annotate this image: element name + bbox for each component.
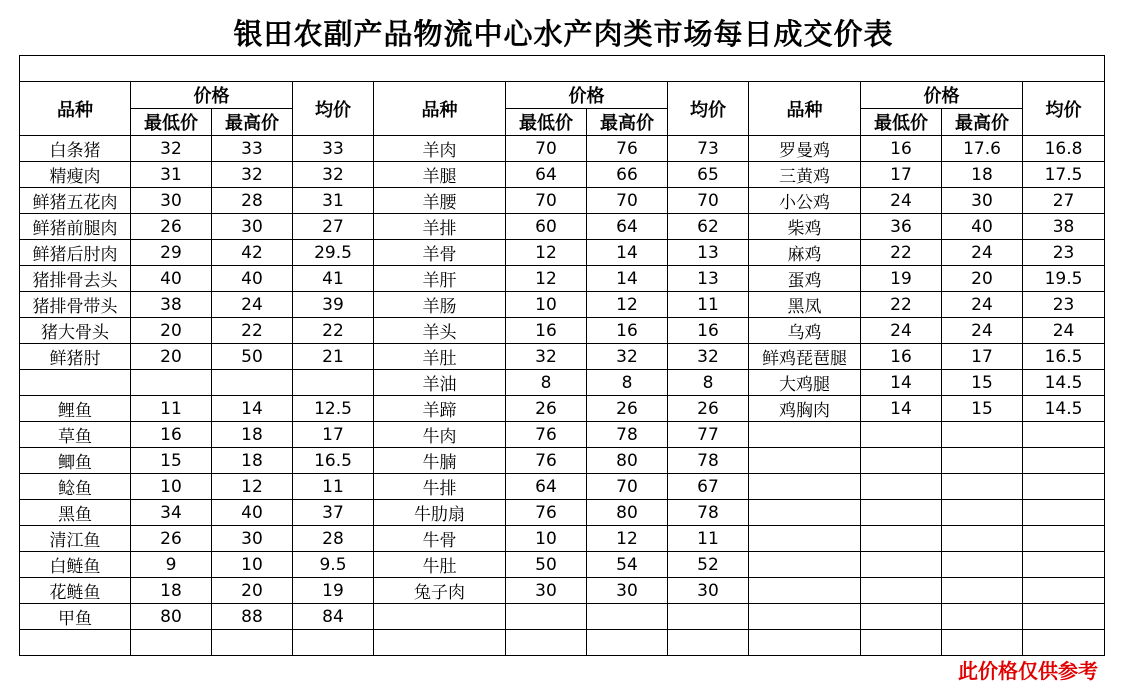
max-price-cell	[212, 370, 293, 396]
min-price-cell	[131, 630, 212, 656]
max-price-cell: 30	[942, 188, 1023, 214]
max-price-cell: 24	[212, 292, 293, 318]
max-price-cell: 18	[212, 422, 293, 448]
avg-price-cell: 11	[668, 292, 749, 318]
avg-price-cell	[1023, 526, 1105, 552]
variety-cell: 鲤鱼	[20, 396, 131, 422]
min-price-cell: 32	[506, 344, 587, 370]
min-price-cell	[861, 526, 942, 552]
avg-price-cell	[1023, 552, 1105, 578]
variety-cell: 鲜猪后肘肉	[20, 240, 131, 266]
max-price-cell: 88	[212, 604, 293, 630]
max-price-cell: 64	[587, 214, 668, 240]
variety-cell: 麻鸡	[749, 240, 861, 266]
header-min: 最低价	[861, 109, 942, 136]
avg-price-cell: 24	[1023, 318, 1105, 344]
variety-cell	[374, 604, 506, 630]
header-avg: 均价	[668, 82, 749, 136]
variety-cell: 猪排骨去头	[20, 266, 131, 292]
max-price-cell: 40	[942, 214, 1023, 240]
variety-cell: 小公鸡	[749, 188, 861, 214]
variety-cell	[749, 604, 861, 630]
variety-cell: 大鸡腿	[749, 370, 861, 396]
min-price-cell: 16	[861, 344, 942, 370]
variety-cell: 鸡胸肉	[749, 396, 861, 422]
avg-price-cell	[1023, 630, 1105, 656]
min-price-cell	[861, 422, 942, 448]
avg-price-cell: 39	[293, 292, 374, 318]
table-row	[20, 474, 1105, 500]
max-price-cell	[942, 630, 1023, 656]
min-price-cell: 30	[506, 578, 587, 604]
header-row-1	[20, 82, 1105, 109]
min-price-cell	[861, 474, 942, 500]
avg-price-cell	[1023, 604, 1105, 630]
header-max: 最高价	[942, 109, 1023, 136]
max-price-cell: 17	[942, 344, 1023, 370]
header-row-2	[20, 109, 1105, 136]
min-price-cell: 10	[506, 292, 587, 318]
max-price-cell	[942, 448, 1023, 474]
header-variety: 品种	[749, 82, 861, 136]
variety-cell	[749, 578, 861, 604]
avg-price-cell: 14.5	[1023, 396, 1105, 422]
min-price-cell: 30	[131, 188, 212, 214]
table-row	[20, 292, 1105, 318]
max-price-cell	[942, 422, 1023, 448]
avg-price-cell: 13	[668, 240, 749, 266]
min-price-cell: 16	[506, 318, 587, 344]
page-title: 银田农副产品物流中心水产肉类市场每日成交价表	[233, 17, 894, 51]
avg-price-cell: 9.5	[293, 552, 374, 578]
max-price-cell: 22	[212, 318, 293, 344]
variety-cell: 鲜鸡琵琶腿	[749, 344, 861, 370]
max-price-cell: 30	[212, 526, 293, 552]
avg-price-cell: 11	[668, 526, 749, 552]
min-price-cell	[861, 552, 942, 578]
variety-cell: 羊腿	[374, 162, 506, 188]
table-row	[20, 630, 1105, 656]
max-price-cell: 12	[587, 526, 668, 552]
max-price-cell	[587, 604, 668, 630]
avg-price-cell	[293, 370, 374, 396]
min-price-cell: 18	[131, 578, 212, 604]
table-row	[20, 370, 1105, 396]
min-price-cell	[861, 448, 942, 474]
min-price-cell	[861, 630, 942, 656]
min-price-cell: 32	[131, 136, 212, 162]
avg-price-cell: 67	[668, 474, 749, 500]
max-price-cell	[587, 630, 668, 656]
avg-price-cell: 32	[668, 344, 749, 370]
min-price-cell: 24	[861, 318, 942, 344]
avg-price-cell: 23	[1023, 240, 1105, 266]
variety-cell: 羊油	[374, 370, 506, 396]
avg-price-cell: 84	[293, 604, 374, 630]
variety-cell: 羊肝	[374, 266, 506, 292]
max-price-cell: 24	[942, 292, 1023, 318]
min-price-cell: 50	[506, 552, 587, 578]
min-price-cell	[861, 604, 942, 630]
max-price-cell: 50	[212, 344, 293, 370]
max-price-cell: 80	[587, 448, 668, 474]
max-price-cell: 17.6	[942, 136, 1023, 162]
avg-price-cell	[1023, 448, 1105, 474]
variety-cell: 白鲢鱼	[20, 552, 131, 578]
max-price-cell: 54	[587, 552, 668, 578]
avg-price-cell: 73	[668, 136, 749, 162]
price-table	[19, 55, 1105, 656]
avg-price-cell: 22	[293, 318, 374, 344]
avg-price-cell	[1023, 578, 1105, 604]
max-price-cell	[212, 630, 293, 656]
max-price-cell: 24	[942, 318, 1023, 344]
min-price-cell	[861, 500, 942, 526]
min-price-cell: 19	[861, 266, 942, 292]
min-price-cell: 14	[861, 370, 942, 396]
min-price-cell: 76	[506, 448, 587, 474]
header-avg: 均价	[293, 82, 374, 136]
avg-price-cell: 16	[668, 318, 749, 344]
header-min: 最低价	[506, 109, 587, 136]
variety-cell: 羊肠	[374, 292, 506, 318]
avg-price-cell: 16.5	[1023, 344, 1105, 370]
table-row	[20, 448, 1105, 474]
max-price-cell: 16	[587, 318, 668, 344]
variety-cell: 清江鱼	[20, 526, 131, 552]
max-price-cell: 32	[212, 162, 293, 188]
min-price-cell: 29	[131, 240, 212, 266]
table-row	[20, 604, 1105, 630]
header-variety: 品种	[20, 82, 131, 136]
avg-price-cell: 38	[1023, 214, 1105, 240]
variety-cell: 花鲢鱼	[20, 578, 131, 604]
min-price-cell: 76	[506, 422, 587, 448]
avg-price-cell	[293, 630, 374, 656]
variety-cell: 白条猪	[20, 136, 131, 162]
min-price-cell: 34	[131, 500, 212, 526]
max-price-cell: 12	[212, 474, 293, 500]
avg-price-cell: 78	[668, 500, 749, 526]
avg-price-cell: 31	[293, 188, 374, 214]
table-row	[20, 500, 1105, 526]
max-price-cell: 70	[587, 474, 668, 500]
header-min: 最低价	[131, 109, 212, 136]
avg-price-cell: 30	[668, 578, 749, 604]
variety-cell: 牛骨	[374, 526, 506, 552]
variety-cell	[749, 500, 861, 526]
max-price-cell: 8	[587, 370, 668, 396]
min-price-cell: 40	[131, 266, 212, 292]
avg-price-cell: 16.8	[1023, 136, 1105, 162]
min-price-cell	[861, 578, 942, 604]
max-price-cell: 26	[587, 396, 668, 422]
min-price-cell: 26	[506, 396, 587, 422]
min-price-cell: 20	[131, 344, 212, 370]
min-price-cell: 22	[861, 292, 942, 318]
max-price-cell	[942, 578, 1023, 604]
avg-price-cell: 65	[668, 162, 749, 188]
max-price-cell: 28	[212, 188, 293, 214]
variety-cell: 羊肚	[374, 344, 506, 370]
avg-price-cell: 21	[293, 344, 374, 370]
max-price-cell: 24	[942, 240, 1023, 266]
min-price-cell: 36	[861, 214, 942, 240]
avg-price-cell: 23	[1023, 292, 1105, 318]
variety-cell: 鲜猪肘	[20, 344, 131, 370]
max-price-cell: 15	[942, 370, 1023, 396]
table-row	[20, 318, 1105, 344]
variety-cell: 罗曼鸡	[749, 136, 861, 162]
variety-cell: 甲鱼	[20, 604, 131, 630]
table-row	[20, 266, 1105, 292]
avg-price-cell: 16.5	[293, 448, 374, 474]
variety-cell: 鲫鱼	[20, 448, 131, 474]
variety-cell: 羊腰	[374, 188, 506, 214]
max-price-cell	[942, 604, 1023, 630]
table-row	[20, 162, 1105, 188]
avg-price-cell: 29.5	[293, 240, 374, 266]
max-price-cell: 66	[587, 162, 668, 188]
min-price-cell	[131, 370, 212, 396]
variety-cell	[374, 630, 506, 656]
max-price-cell: 78	[587, 422, 668, 448]
min-price-cell: 12	[506, 240, 587, 266]
avg-price-cell: 14.5	[1023, 370, 1105, 396]
max-price-cell: 42	[212, 240, 293, 266]
max-price-cell: 80	[587, 500, 668, 526]
max-price-cell: 76	[587, 136, 668, 162]
min-price-cell: 15	[131, 448, 212, 474]
avg-price-cell: 70	[668, 188, 749, 214]
min-price-cell: 9	[131, 552, 212, 578]
variety-cell: 草鱼	[20, 422, 131, 448]
table-row	[20, 344, 1105, 370]
variety-cell: 黑凤	[749, 292, 861, 318]
avg-price-cell: 78	[668, 448, 749, 474]
table-row	[20, 240, 1105, 266]
avg-price-cell: 12.5	[293, 396, 374, 422]
variety-cell	[749, 630, 861, 656]
min-price-cell	[506, 630, 587, 656]
variety-cell: 三黄鸡	[749, 162, 861, 188]
variety-cell: 牛肉	[374, 422, 506, 448]
table-row	[20, 396, 1105, 422]
min-price-cell: 14	[861, 396, 942, 422]
avg-price-cell: 19.5	[1023, 266, 1105, 292]
avg-price-cell: 19	[293, 578, 374, 604]
avg-price-cell: 41	[293, 266, 374, 292]
variety-cell: 羊骨	[374, 240, 506, 266]
min-price-cell: 64	[506, 162, 587, 188]
min-price-cell: 12	[506, 266, 587, 292]
variety-cell: 蛋鸡	[749, 266, 861, 292]
variety-cell: 猪大骨头	[20, 318, 131, 344]
variety-cell: 羊头	[374, 318, 506, 344]
table-row	[20, 422, 1105, 448]
variety-cell	[749, 448, 861, 474]
max-price-cell	[942, 474, 1023, 500]
table-row	[20, 136, 1105, 162]
min-price-cell: 38	[131, 292, 212, 318]
min-price-cell: 64	[506, 474, 587, 500]
header-max: 最高价	[587, 109, 668, 136]
info-row	[20, 56, 1105, 82]
max-price-cell: 40	[212, 500, 293, 526]
max-price-cell: 10	[212, 552, 293, 578]
avg-price-cell: 33	[293, 136, 374, 162]
avg-price-cell: 13	[668, 266, 749, 292]
max-price-cell: 12	[587, 292, 668, 318]
variety-cell: 羊排	[374, 214, 506, 240]
max-price-cell: 18	[212, 448, 293, 474]
min-price-cell: 26	[131, 214, 212, 240]
avg-price-cell	[1023, 474, 1105, 500]
max-price-cell: 30	[587, 578, 668, 604]
avg-price-cell: 17	[293, 422, 374, 448]
header-price: 价格	[131, 82, 293, 109]
avg-price-cell: 62	[668, 214, 749, 240]
avg-price-cell: 77	[668, 422, 749, 448]
min-price-cell: 20	[131, 318, 212, 344]
variety-cell: 牛排	[374, 474, 506, 500]
max-price-cell: 14	[587, 266, 668, 292]
avg-price-cell	[1023, 422, 1105, 448]
max-price-cell	[942, 500, 1023, 526]
avg-price-cell: 27	[293, 214, 374, 240]
min-price-cell: 8	[506, 370, 587, 396]
variety-cell: 乌鸡	[749, 318, 861, 344]
min-price-cell: 31	[131, 162, 212, 188]
variety-cell	[20, 630, 131, 656]
min-price-cell: 80	[131, 604, 212, 630]
variety-cell: 羊蹄	[374, 396, 506, 422]
max-price-cell: 20	[212, 578, 293, 604]
variety-cell	[749, 552, 861, 578]
variety-cell: 黑鱼	[20, 500, 131, 526]
avg-price-cell	[668, 630, 749, 656]
avg-price-cell	[1023, 500, 1105, 526]
min-price-cell: 26	[131, 526, 212, 552]
header-price: 价格	[861, 82, 1023, 109]
min-price-cell: 17	[861, 162, 942, 188]
max-price-cell: 40	[212, 266, 293, 292]
table-row	[20, 214, 1105, 240]
variety-cell: 兔子肉	[374, 578, 506, 604]
max-price-cell: 20	[942, 266, 1023, 292]
max-price-cell: 15	[942, 396, 1023, 422]
avg-price-cell: 52	[668, 552, 749, 578]
table-row	[20, 188, 1105, 214]
min-price-cell: 11	[131, 396, 212, 422]
variety-cell: 鲜猪五花肉	[20, 188, 131, 214]
max-price-cell: 14	[212, 396, 293, 422]
min-price-cell: 70	[506, 188, 587, 214]
variety-cell: 精瘦肉	[20, 162, 131, 188]
avg-price-cell: 27	[1023, 188, 1105, 214]
avg-price-cell: 17.5	[1023, 162, 1105, 188]
header-max: 最高价	[212, 109, 293, 136]
variety-cell: 猪排骨带头	[20, 292, 131, 318]
avg-price-cell: 28	[293, 526, 374, 552]
min-price-cell: 10	[506, 526, 587, 552]
variety-cell: 牛肚	[374, 552, 506, 578]
max-price-cell: 70	[587, 188, 668, 214]
avg-price-cell: 8	[668, 370, 749, 396]
variety-cell	[749, 526, 861, 552]
min-price-cell	[506, 604, 587, 630]
min-price-cell: 16	[131, 422, 212, 448]
variety-cell	[20, 370, 131, 396]
min-price-cell: 22	[861, 240, 942, 266]
max-price-cell: 30	[212, 214, 293, 240]
avg-price-cell	[668, 604, 749, 630]
disclaimer-note: 此价格仅供参考	[958, 659, 1098, 683]
header-avg: 均价	[1023, 82, 1105, 136]
variety-cell	[749, 474, 861, 500]
table-row	[20, 526, 1105, 552]
max-price-cell: 14	[587, 240, 668, 266]
min-price-cell: 10	[131, 474, 212, 500]
table-row	[20, 578, 1105, 604]
min-price-cell: 70	[506, 136, 587, 162]
variety-cell: 鲜猪前腿肉	[20, 214, 131, 240]
max-price-cell: 18	[942, 162, 1023, 188]
min-price-cell: 16	[861, 136, 942, 162]
min-price-cell: 76	[506, 500, 587, 526]
variety-cell: 羊肉	[374, 136, 506, 162]
max-price-cell	[942, 526, 1023, 552]
max-price-cell: 33	[212, 136, 293, 162]
header-price: 价格	[506, 82, 668, 109]
variety-cell: 柴鸡	[749, 214, 861, 240]
variety-cell: 牛腩	[374, 448, 506, 474]
avg-price-cell: 32	[293, 162, 374, 188]
min-price-cell: 24	[861, 188, 942, 214]
table-row	[20, 552, 1105, 578]
variety-cell: 牛肋扇	[374, 500, 506, 526]
variety-cell	[749, 422, 861, 448]
max-price-cell: 32	[587, 344, 668, 370]
header-variety: 品种	[374, 82, 506, 136]
avg-price-cell: 26	[668, 396, 749, 422]
max-price-cell	[942, 552, 1023, 578]
variety-cell: 鲶鱼	[20, 474, 131, 500]
min-price-cell: 60	[506, 214, 587, 240]
avg-price-cell: 11	[293, 474, 374, 500]
avg-price-cell: 37	[293, 500, 374, 526]
